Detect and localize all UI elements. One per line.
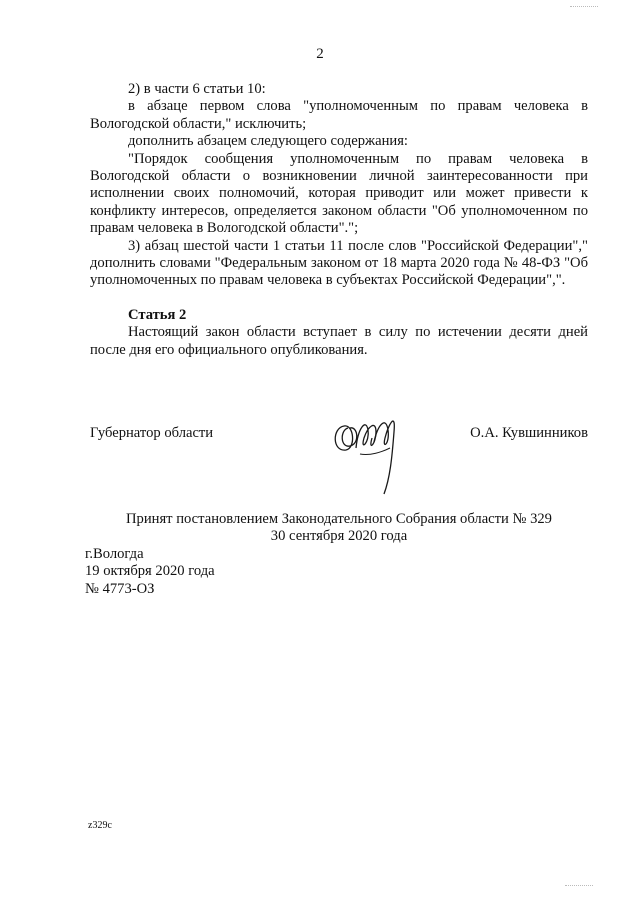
adoption-line: Принят постановлением Законодательного Собрания области № 329 [126,511,552,527]
handwritten-signature [330,398,410,498]
signing-date: 19 октября 2020 года [85,563,215,580]
adoption-date: 30 сентября 2020 года [270,528,408,545]
amendment-item-2: 2) в части 6 статьи 10: [128,81,266,97]
scan-mark [570,6,598,7]
law-number: № 4773-ОЗ [85,580,155,597]
amendment-paragraph: в абзаце первом слова "уполномоченным по правам человека в Вологодской области," исключить; [90,98,588,132]
signatory-name: О.А. Кувшинников [470,425,588,441]
page-number: 2 [316,46,324,62]
adoption-note [90,511,588,546]
article-heading: Статья 2 [128,306,187,323]
city: г.Вологда [85,546,144,562]
scan-mark [565,885,593,886]
article-text: Настоящий закон области вступает в силу по истечении десяти дней после дня его официального опубликования. [90,324,588,358]
document-code: z329c [88,820,112,831]
amendment-paragraph: дополнить абзацем следующего содержания: [128,133,408,150]
amendment-quote: "Порядок сообщения уполномоченным по правам человека в Вологодской области о возникновении личной заинтересованности при исполнении своих полномочий, которая приводит или может привести к конфликту интересов, определяется законом области "Об уполномоченном по правам человека в Вологодской области"."; [90,150,588,237]
document-body [90,81,588,359]
place-and-date [85,546,215,598]
amendment-item-3: 3) абзац шестой части 1 статьи 11 после слов "Российской Федерации"," дополнить словами "Федеральным законом от 18 марта 2020 года № 48-ФЗ "Об уполномоченных по правам человека в субъектах Российской Федерации",". [90,237,588,289]
signatory-position: Губернатор области [90,425,214,441]
